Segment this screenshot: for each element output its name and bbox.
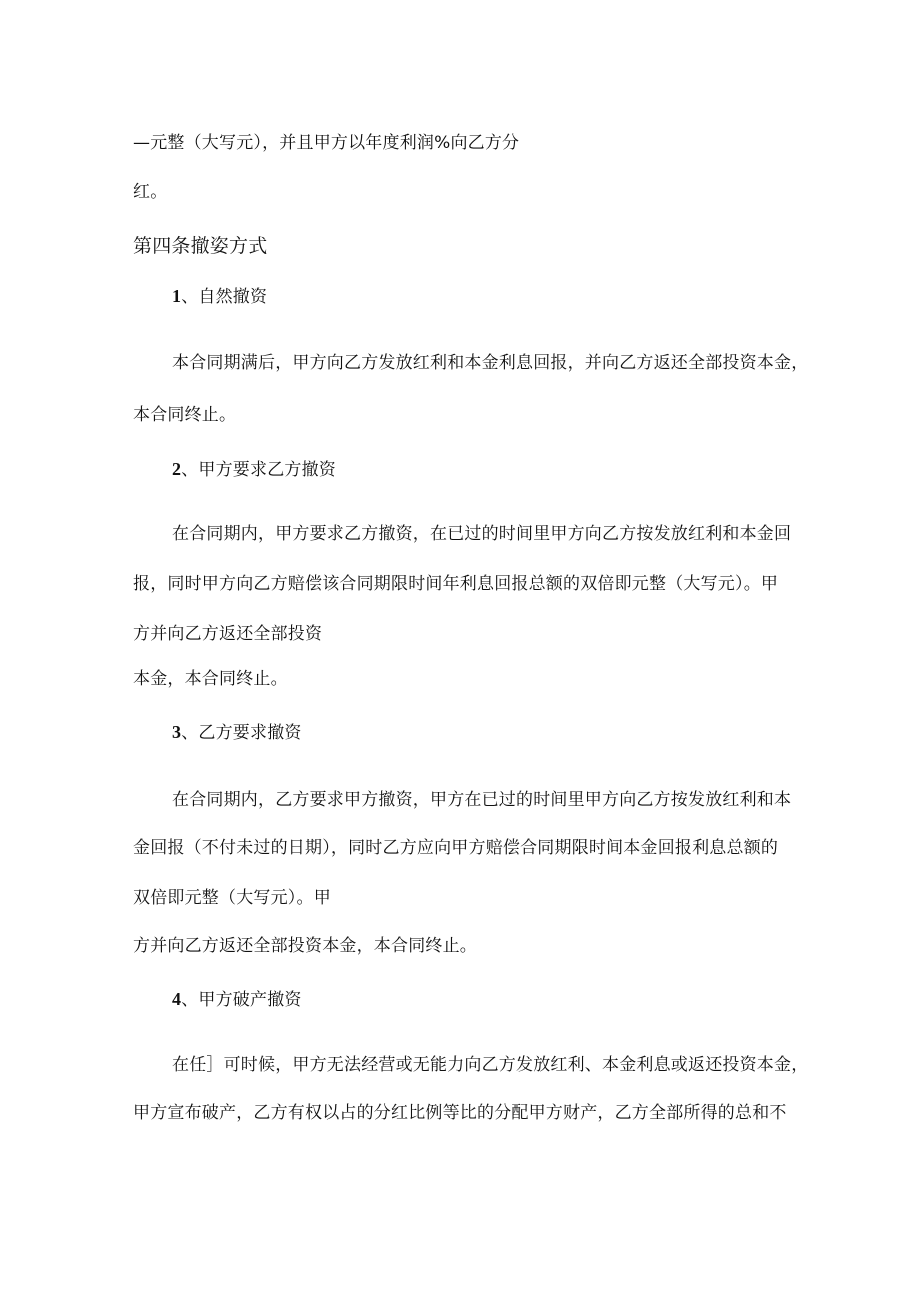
- item-number: 4: [172, 989, 182, 1009]
- paragraph-line: 在合同期内，甲方要求乙方撤资，在已过的时间里甲方向乙方按发放红利和本金回: [172, 524, 792, 544]
- paragraph-line: 在合同期内，乙方要求甲方撤资，甲方在已过的时间里甲方向乙方按发放红利和本: [172, 790, 792, 810]
- item-heading: [172, 720, 302, 745]
- item-heading: [172, 457, 336, 482]
- paragraph-line: 本金，本合同终止。: [133, 669, 288, 689]
- paragraph-line: 报，同时甲方向乙方赔偿该合同期限时间年利息回报总额的双倍即元整（大写元）。甲: [133, 574, 779, 594]
- item-number: 3: [172, 722, 182, 742]
- item-title: 、甲方要求乙方撤资: [181, 460, 337, 480]
- paragraph-line: —元整（大写元），并且甲方以年度利润%向乙方分: [133, 133, 520, 153]
- item-heading: [172, 284, 267, 309]
- item-title: 、甲方破产撤资: [181, 990, 302, 1010]
- paragraph-line: 在任］可时候，甲方无法经营或无能力向乙方发放红利、本金利息或返还投资本金，: [172, 1055, 809, 1075]
- paragraph-line: 金回报（不付未过的日期），同时乙方应向甲方赔偿合同期限时间本金回报利息总额的: [133, 838, 779, 858]
- paragraph-line: 双倍即元整（大写元）。甲: [133, 888, 331, 908]
- item-number: 1: [172, 286, 182, 306]
- paragraph-line: 方并向乙方返还全部投资本金，本合同终止。: [133, 936, 477, 956]
- item-heading: [172, 987, 302, 1012]
- paragraph-line: 本合同终止。: [133, 405, 237, 425]
- paragraph-line: 方并向乙方返还全部投资: [133, 624, 323, 644]
- paragraph-line: 红。: [133, 182, 168, 202]
- item-title: 、自然撤资: [181, 287, 268, 307]
- paragraph-line: 甲方宣布破产，乙方有权以占的分红比例等比的分配甲方财产，乙方全部所得的总和不: [133, 1103, 787, 1123]
- item-number: 2: [172, 459, 182, 479]
- item-title: 、乙方要求撤资: [181, 723, 302, 743]
- section-heading: 第四条撤姿方式: [133, 235, 268, 257]
- paragraph-line: 本合同期满后，甲方向乙方发放红利和本金利息回报，并向乙方返还全部投资本金，: [172, 353, 809, 373]
